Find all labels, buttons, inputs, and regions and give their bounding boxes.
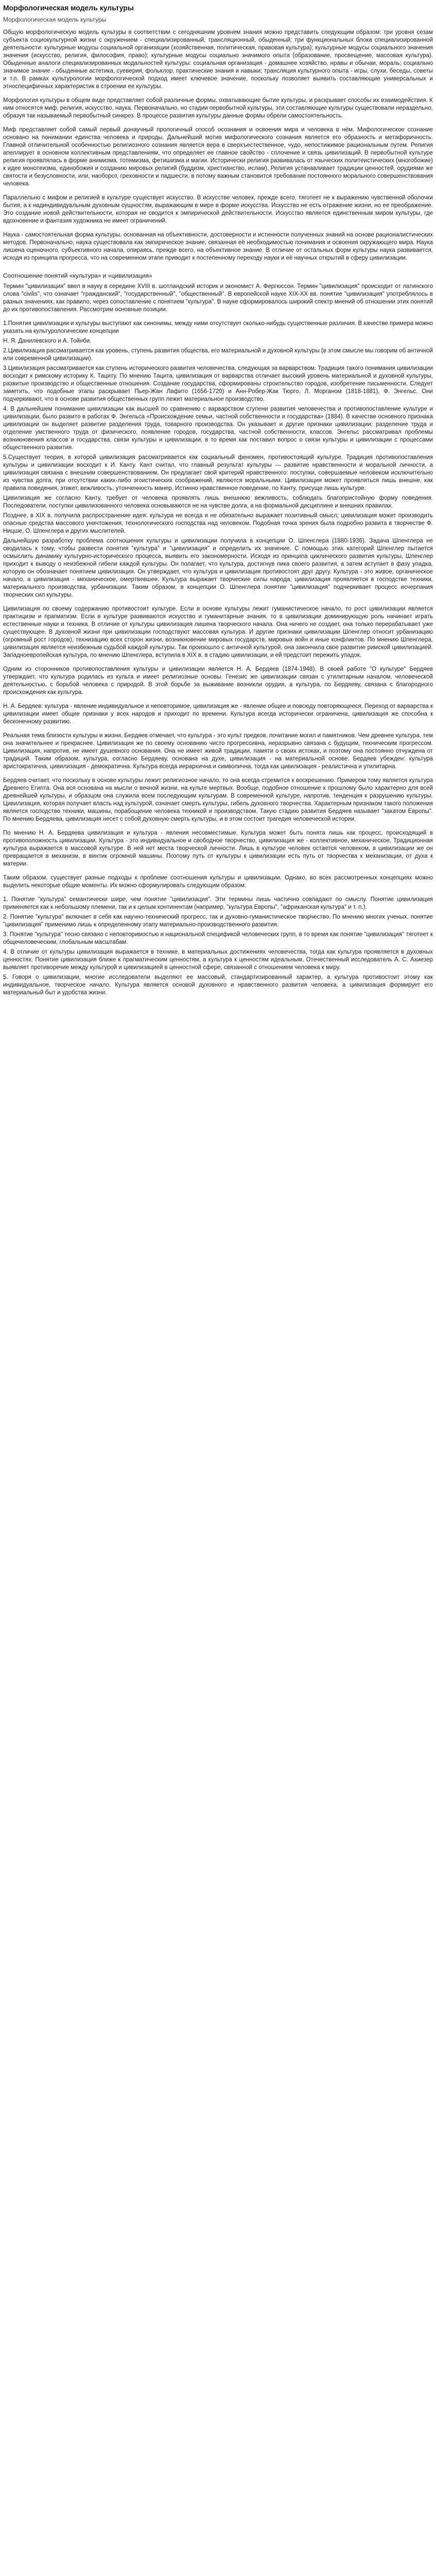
section-heading: Соотношение понятий «культура» и «цивилизация» (3, 272, 152, 279)
paragraph: Цивилизация по своему содержанию противостоит культуре. Если в основе культуры лежит гуманистическое начало, то рост цивилизации является практицизм и прагматизм. Если в культуре развиваются искусство и гуманитарные знания, то в цивилизации доминирующую роль начинает играть естественные науки и техника. В отличие от культуры цивилизация лишена творческого начала. Она ничего не создает, она только перерабатывает уже существующее. В духовной жизни при цивилизации господствуют массовая культура. И другие признаки цивилизации Шпенглер относит урбанизацию (огромный рост городов), технизацию всех сторон жизни, возникновение мировых государств, мировых войн и иные конфликтов. По мнению Шпенглера, цивилизация является неизбежным судьбой каждой культуры. Так произошло с античной культурой, она закончила свое развитие римской цивилизацией. Западноевропейская культура, по мнению Шпенглера, вступила в XIX в. в стадию цивилизации, и ей предстоит пережить упадок. (3, 606, 433, 658)
paragraph: Параллельно с мифом и религией в культуре существует искусство. В искусстве человек, прежде всего, тяготеет не к выражению чувственной оболочки бытия, а к надиндивидуальным духовным сущностям, выражающим в мире в форме искусства. Искусство не есть отражение жизни, но ее преображение. Это создание новой действительности, которая не сводится к эмпирической действительности. Искусство является единственным миром культуры, где вдохновение и фантазия художника не имеет ограничений. (3, 195, 433, 224)
conclusion-item: 1. Понятие "культура" семантически шире, чем понятие "цивилизация". Эти термины лишь частично совпадают по смыслу. Понятие цивилизация применяется как к небольшому племени, так и к целым континентам (например, "культура Европы", "африканская культура" и т. п.). (3, 896, 433, 910)
list-item: 5.Существует теория, в которой цивилизация рассматривается как социальный феномен, противостоящий культуре. Традиция противопоставления культуры и цивилизации восходит к И. Канту. Кант считал, что главный результат культуры — развитие нравственности и моральной личности, а цивилизация связана с внешним совершенствованием. Он предлагает свой критерий нравственного: поступки, совершаемые человеком исключительно из чувства долга, при отсутствии каких-либо эгоистических соображений, являются моральными. Цивилизация может проявляться лишь внешне, как правила поведения, этикет, вежливость, утонченность манер. Истинно нравственное поведение, по Канту, присуще лишь культуре. (3, 454, 433, 492)
paragraph: Наука - самостоятельная форма культуры, основанная на объективности, достоверности и истинности полученных знаний на основе рационалистических методов. Первоначально, наука существовала как эмпирическое знание, связанная её необходимостью понимания и освоения окружающего мира. Наука лишена оценочного, субъективного начала, опираясь, прежде всего, на объективное знание. В отличие от остальных форм культуры наука развивается, исходя из принципа прогресса, что на современном этапе приводит к постепенному переходу науки и её научных открытий в сферу цивилизации. (3, 232, 433, 261)
list-item: Цивилизация же согласно Канту, требует от человека проявлять лишь внешнюю вежливость, соблюдать благопристойную форму поведения. Последователи, поступки цивилизованного человека основываются не на чувстве долга, а на формальной дисциплине и внешних правилах. (3, 495, 433, 509)
paragraph: Морфология культуры в общем виде представляет собой различные формы, охватывающие бытие культуры, и раскрывает способы их взаимодействия. К ним относятся миф, религия, искусство, наука. Первоначально, но стадии первобытной культуры, эти составляющие культуры существовали нераздельно, образуя так называемый первобытный синкрез. В процессе развития культуры данные формы обрели самостоятельность. (3, 97, 433, 119)
conclusions-section (3, 896, 433, 997)
paragraph: Миф представляет собой самый первый донаучный прологичный способ осознания и освоения мира и человека в нём. Мифологическое сознание основано на понимании единства человека и природы. Дальнейший мотив мифологического сознания является его образность и метафоричность. Главной отличительной особенностью религиозного сознания является вера в сверхъестественное, чудо, непостижимое рациональным путем. Религия апеллирует в основном коллективным представлениям, что определяет ее главное свойство - сплочение и связь цивилизаций. В первобытной культуре религия проявлялась в форме анимизма, тотемизма, фетишизма и магии. Исторически религия развивалась от языческих политеистических (многобожие) к идее монотеизма, единобожия и созданию мировых религий (буддизм, христианство, ислам). Религия устанавливает традиции ценностей, орудиями же святости и безусловности, или, наоборот, греховности и падшести, в потому важным становится требование постоянного морального совершенствования человека. (3, 127, 433, 187)
list-item: 3.Цивилизация рассматривается как ступень исторического развития человечества, следующая за варварством. Традиция такого понимания цивилизации восходит к римскому историку К. Тациту. По мнению Тацита, цивилизация от варварства отличает высокий уровень материальной и духовной культуры, развитые производство и общественные отношения. Создание государства, сформированы строительство городов, изобретение письменности. Следует заметить, что подобные этапы раскрывает Пьер-Жан Лафито (1656-1720) и Анн-Робер-Жак Тюрго, Л. Морганом (1818-1881), Ф. Энгельс. Они подчеркивают, что в основе развития общественных групп лежит материальное производство. (3, 365, 433, 402)
list-item: 1.Понятия цивилизации и культуры выступают как синонимы, между ними отсутствует сколько-нибудь существенные различия. В качестве примера можно указать на культурологические концепции (3, 320, 433, 334)
conclusion-item: 4. В отличие от культуры цивилизация выражается в технике, в материальных достижениях человечества, тогда как культура проявляется в духовных ценностях. Понятие цивилизация ближе к прагматическим ценностям, а культура к ценностям идеальным. Отечественный исследователь А. С. Ахиезер выявляет противоречие между культурой и цивилизацией в ценностной сфере, связанной с отношением человека к миру. (3, 949, 433, 971)
body-section (3, 537, 433, 890)
article (0, 0, 436, 997)
article-subtitle: Морфологическая модель культуры (3, 16, 107, 23)
list-item: 2.Цивилизация рассматривается как уровень, ступень развития общества, его материальной и духовной культуры (в этом смысле мы говорим об античной или современной цивилизации). (3, 348, 433, 362)
paragraph: Бердяев считает, что поскольку в основе культуры лежит религиозное начало, то она всегда стремится к воскрешению. Примером тому является культура Древнего Египта. Она вся основана на мысли о вечной жизни, на культе мертвых. Вообще, подобное отношение к прошлому было характерно для всей древнейшей культуры, и образцом она служила всем последующим культурам. В современной культуре, напротив, тенденция к разрушению культуры. Цивилизация, которая получает власть над культурой, означает смерть культуры, гибель духовного творчества. Характерным признаком такого положения является господство техники, машины, порабощение человека техникой и производством. Такую стадию развития Бердяев называет "закатом Европы". По мнению Бердяева, цивилизация несет с собой духовную смерть культуры, и в этом состоит трагедия человеческой истории. (3, 777, 433, 822)
paragraph: Общую морфологическую модель культуры в соответствии с сегодняшним уровнем знания можно представить следующим образом: три уровня сезам субъекта социокультурной жизни с окружением - специализированный, трансляционный, обыденный; три функциональных блока специализированной деятельности: культурные модусы социальной организации (хозяйственная, политическая, правовая культура); культурные модусы социального значения значения (искусство, религия, философия, право); культурные модусы социально значимого опыта (образование, просвещение, массовая культура). Обыденные аналоги специализированных модальностей культуры: социальная организация - домашнее хозяйство, нравы и обычаи, мораль; социально значимое знание - обыденные астетика, суеверия, фольклор, практические знания и навыки; трансляция культурного опыта - игры, слухи, беседы, советы и т.п. В рамках культурологии морфологической подход имеет ключевое значение, поскольку позволяет выявить составляющие универсальных и этноспецифичных характеристик в строении ее культуры. (3, 29, 433, 90)
paragraph: Реальная тема близости культуры и жизни. Бердяев отмечает, что культура - это культ предков, почитание могил и памятников. Чем древнее культура, тем она значительнее и прекраснее. Цивилизация же по своему основанию чисто прогрессивна, неразрывно связана с будущим, техническим прогрессом. Цивилизация, напротив, не имеет душевного основания. Она не имеет живой традиции, памяти о своих истоках, и поэтому она постоянно отчуждена от традиций. Таким образом, культура, согласно Бердяеву, основана на духе, цивилизация - на материальной основе. Бердяев убежден: культура аристократична, цивилизация - демократична. Культура всегда иерархична и символична, тогда как цивилизация - реалистична и утилитарна. (3, 733, 433, 770)
paragraph: По мнению Н. А. Бердяева цивилизация и культура - явления несовместимые. Культура может быть понята лишь как процесс, происходящий в противоположность цивилизации. Культура - это индивидуальное и свободное творчество, цивилизация же - коллективное, механическое. Традиционная культура выражается в массовой культуре. В ней нет места творческой личности. Лишь в культуре человек остается человеком, в цивилизации же он превращается в механизм, в винтик огромной машины. Поэтому путь от культуры к цивилизации есть путь от творчества к механизации, от духа к материи. (3, 830, 433, 867)
list-item: Н. Я. Данилевского и А. Тойнби. (3, 338, 92, 344)
culture-civilization-section (3, 272, 433, 535)
paragraph: Дальнейшую разработку проблема соотношения культуры и цивилизации получила в концепции О. Шпенглера (1880-1936). Задача Шпенглера не сводилась к тому, чтобы развести понятия "культура" и "цивилизация" и определить их значение. С помощью этих категорий Шпенглер пытается осмыслить динамику культурно-исторического процесса, выявить его закономерности. Исходя из принципа циклического развития культуры, Шпенглер приходит к выводу о неизбежной гибели каждой культуры. Он полагает, что культура, достигнув пика своего развития, а затем вступает в фазу упадка, которую он обозначает понятием цивилизация. Он утверждает, что культура и цивилизация противостоят друг другу. Культура - это живое, органическое начало, а цивилизация - механическое, омертвевшее. Культура выражает творческие силы народа, цивилизация проявляется в господстве техники, материального производства, урбанизации. Таким образом, в концепции О. Шпенглера понятие "цивилизация" подчеркивает процесс исчерпания творческих сил культуры. (3, 538, 433, 598)
conclusion-item: 2. Понятие "культура" включает в себя как научно-технический прогресс, так и духовно-гуманистическое творчество. По мнению многих ученых, понятие "цивилизация" применимо лишь к определенному этапу материально-производственного развития. (3, 914, 433, 928)
paragraph: Термин "цивилизация" ввел в науку в середине XVIII в. шотландский историк и экономист А. Фергюссон. Термин "цивилизация" происходит от латинского слова "civilis", что означает "гражданский", "государственный", "общественный". В европейской науке XIX-XX вв. понятие "цивилизация" употреблялось в разных значениях, как правило, через сопоставление с понятием "культура". В науке сформировалось широкий спектр мнений об отношении этих понятий до их противопоставления. Рассмотрим основные позиции. (3, 283, 433, 313)
list-item: Позднее, в XIX в. получила распространение идея: культура не всегда и не обязательно выражает позитивный смысл; цивилизация может производить опасные средства массового уничтожения, технологического господства над человеком. Подобная точка зрения была подробно развита в творчестве Ф. Ницше, О. Шпенглера и других мыслителей. (3, 513, 433, 534)
paragraph: Таким образом, существует разные подходы к проблеме соотношения культуры и цивилизации. Однако, во всех рассмотренных концепциях можно выделить некоторые общие моменты. Их можно сформулировать следующим образом: (3, 875, 433, 889)
intro-section (3, 29, 433, 262)
conclusion-item: 3. Понятие "культура" тесно связано с неповторимостью и национальной спецификой человеческих групп, в то время как понятие "цивилизация" тяготеет к общечеловеческим, глобальным масштабам. (3, 931, 433, 945)
paragraph: Н. А. Бердяев: культура - явление индивидуальное и неповторимое, цивилизация же - явление общее и повсюду повторяющееся. Переход от варварства к цивилизации имеет общие признаки у всех народов и приходит по времени. Культура всегда исторически ограничена, цивилизация же способна к бесконечному развитию. (3, 703, 433, 725)
article-title: Морфологическая модель культуры (3, 4, 134, 12)
conclusion-item: 5. Говоря о цивилизации, многие исследователи выделяют ее массовый, стандартизированный характер, а культура противостоит этому как индивидуальное, творческое начало. Культура является основой духовного и нравственного развития человека, а цивилизация формирует его материальный быт и удобства жизни. (3, 974, 433, 996)
paragraph: Одним из сторонников противопоставления культуры и цивилизации является Н. А. Бердяев (1874-1948). В своей работе "О культуре" Бердяев утверждает, что культура родилась из культа и имеет религиозные основы. Генезис же цивилизации связан с утилитарным началом, человеческой деятельностью, с борьбой человека с природой. В этой борьбе за выживание возникли орудия, а культура, по Бердяеву, связана с благородного происхождения как культура. (3, 666, 433, 696)
list-item: 4. В дальнейшем понимание цивилизации как высшей по сравнению с варварством ступени развития человечества и противопоставление культуре и цивилизации, было развито в работах Ф. Энгельса «Происхождение семьи, частной собственности и государства» (1884). В качестве основного признака цивилизации он выделяет развитие разделения труда, товарного производства. Он указывает и другие признаки цивилизации: разделение труда и отделение умственного труда от физического, появление городов, государства, частной собственности, классов. Энгельс рассматривал проблемы возникновения классов и государства, связи культуры и цивилизации, в то время как поставил вопрос о связи культуры и цивилизации с процессами общественного развития. (3, 406, 433, 451)
